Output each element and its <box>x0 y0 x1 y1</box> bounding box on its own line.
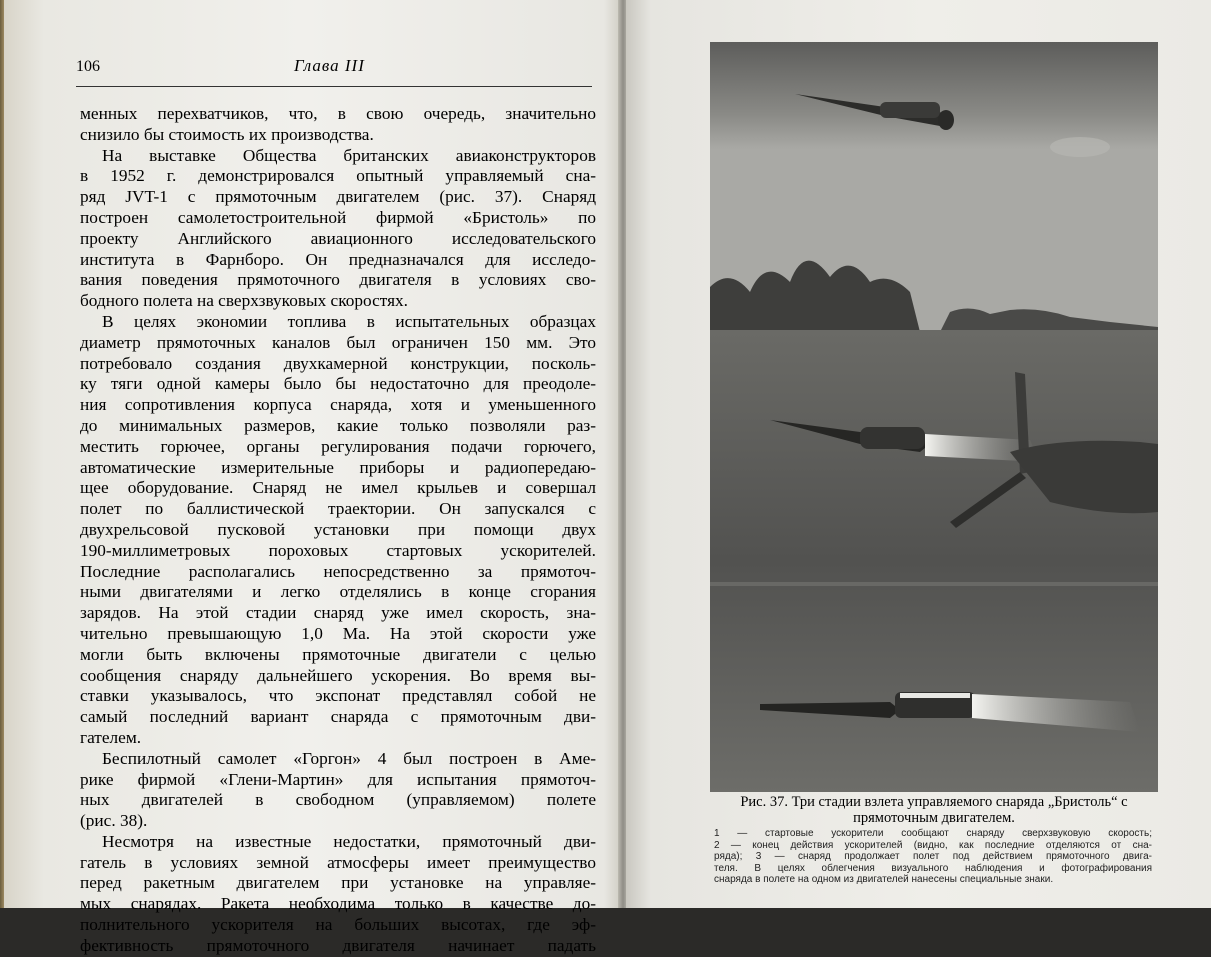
text-line: бодного полета на сверхзвуковых скоростях. <box>80 291 409 311</box>
body-text <box>80 104 596 957</box>
text-line: ными двигателями и легко отделялись в конце сгорания <box>80 582 596 602</box>
text-line: диаметр прямоточных каналов был ограничен 150 мм. Это <box>80 332 596 352</box>
figure-note-line: 1 — стартовые ускорители сообщают снаряду сверхзвуковую скорость; <box>714 828 1152 839</box>
text-line: фективность прямоточного двигателя начинает падать <box>80 935 596 955</box>
text-line: В целях экономии топлива в испытательных образцах <box>102 311 596 331</box>
text-line: ных двигателей в свободном (управляемом) полете <box>80 790 596 810</box>
header-rule <box>76 86 592 87</box>
text-line: построен самолетостроительной фирмой «Бристоль» по <box>80 207 596 227</box>
text-line: могли быть включены прямоточные двигатели с целью <box>80 644 596 664</box>
text-line: ставки указывалось, что экспонат представлял собой не <box>80 686 596 706</box>
running-head <box>76 58 592 84</box>
figure-note-line: теля. В целях облегчения визуального наблюдения и фотографирования <box>714 862 1152 874</box>
text-line: перед ракетным двигателем при установке на управляе- <box>80 873 596 893</box>
text-line: вания поведения прямоточного двигателя в условиях сво- <box>80 270 596 290</box>
text-line: местить горючее, органы регулирования подачи горючего, <box>80 436 596 456</box>
text-line: полнительного ускорителя на больших высотах, где эф- <box>80 915 596 935</box>
missile-launch-photo <box>710 42 1158 792</box>
text-line: На выставке Общества британских авиаконструкторов <box>102 145 596 165</box>
text-line: ряд JVT-1 с прямоточным двигателем (рис. 37). Снаряд <box>80 187 596 207</box>
text-line: мых снарядах. Ракета необходима только в качестве до- <box>80 894 596 914</box>
text-line: Беспилотный самолет «Горгон» 4 был построен в Аме- <box>102 748 596 768</box>
figure-photo <box>710 42 1158 792</box>
text-line: сообщения снаряду дальнейшего ускорения. Во время вы- <box>80 665 596 685</box>
text-line: ку тяги одной камеры было бы недостаточно для преодоле- <box>80 374 596 394</box>
text-line: гателем. <box>80 727 142 747</box>
text-line: менных перехватчиков, что, в свою очередь, значительно <box>80 104 596 123</box>
text-line: зарядов. На этой стадии снаряд уже имел скорость, зна- <box>80 603 596 623</box>
chapter-header: Глава III <box>294 56 365 75</box>
text-line: до минимальных размеров, какие только позволяли раз- <box>80 415 596 435</box>
figure-note-line: ряда); 3 — снаряд продолжает полет под действием прямоточного двига- <box>714 851 1152 862</box>
text-line: снизило бы стоимость их производства. <box>80 124 374 144</box>
text-line: чительно превышающую 1,0 Ма. На этой скорости уже <box>80 623 596 643</box>
text-line: щее оборудование. Снаряд не имел крыльев и совершал <box>80 478 596 498</box>
text-line: двухрельсовой пусковой установки при помощи двух <box>80 519 596 539</box>
text-line: рике фирмой «Глени-Мартин» для испытания прямоточ- <box>80 769 596 789</box>
text-line: Последние располагались непосредственно за прямоточ- <box>80 561 596 581</box>
figure-note-line: снаряда в полете на одном из двигателей нанесены специальные знаки. <box>714 874 1054 885</box>
text-line: гатель в условиях земной атмосферы имеет преимущество <box>80 852 596 872</box>
text-line: (рис. 38). <box>80 811 148 831</box>
text-line: Несмотря на известные недостатки, прямоточный дви- <box>102 831 596 851</box>
text-line: 190-миллиметровых пороховых стартовых ускорителей. <box>80 540 596 560</box>
text-line: потребовало создания двухкамерной конструкции, посколь- <box>80 353 596 373</box>
text-line: самый последний вариант снаряда с прямоточным дви- <box>80 707 596 727</box>
figure-caption: Рис. 37. Три стадии взлета управляемого снаряда „Бристоль“ с прямоточным двигателем. <box>740 794 1128 826</box>
text-line: института в Фарнборо. Он предназначался для исследо- <box>80 249 596 269</box>
text-line: в 1952 г. демонстрировался опытный управляемый сна- <box>80 166 596 186</box>
text-line: автоматические измерительные приборы и радиопередаю- <box>80 457 596 477</box>
text-line: ния сопротивления корпуса снаряда, хотя и уменьшенного <box>80 395 596 415</box>
text-line: полет по баллистической траектории. Он запускался с <box>80 499 596 519</box>
figure-note-line: 2 — конец действия ускорителей (видно, как последние отделяются от сна- <box>714 839 1152 851</box>
page-number: 106 <box>76 58 100 75</box>
figure-notes <box>714 828 1152 886</box>
text-line: проекту Английского авиационного исследовательского <box>80 228 596 248</box>
